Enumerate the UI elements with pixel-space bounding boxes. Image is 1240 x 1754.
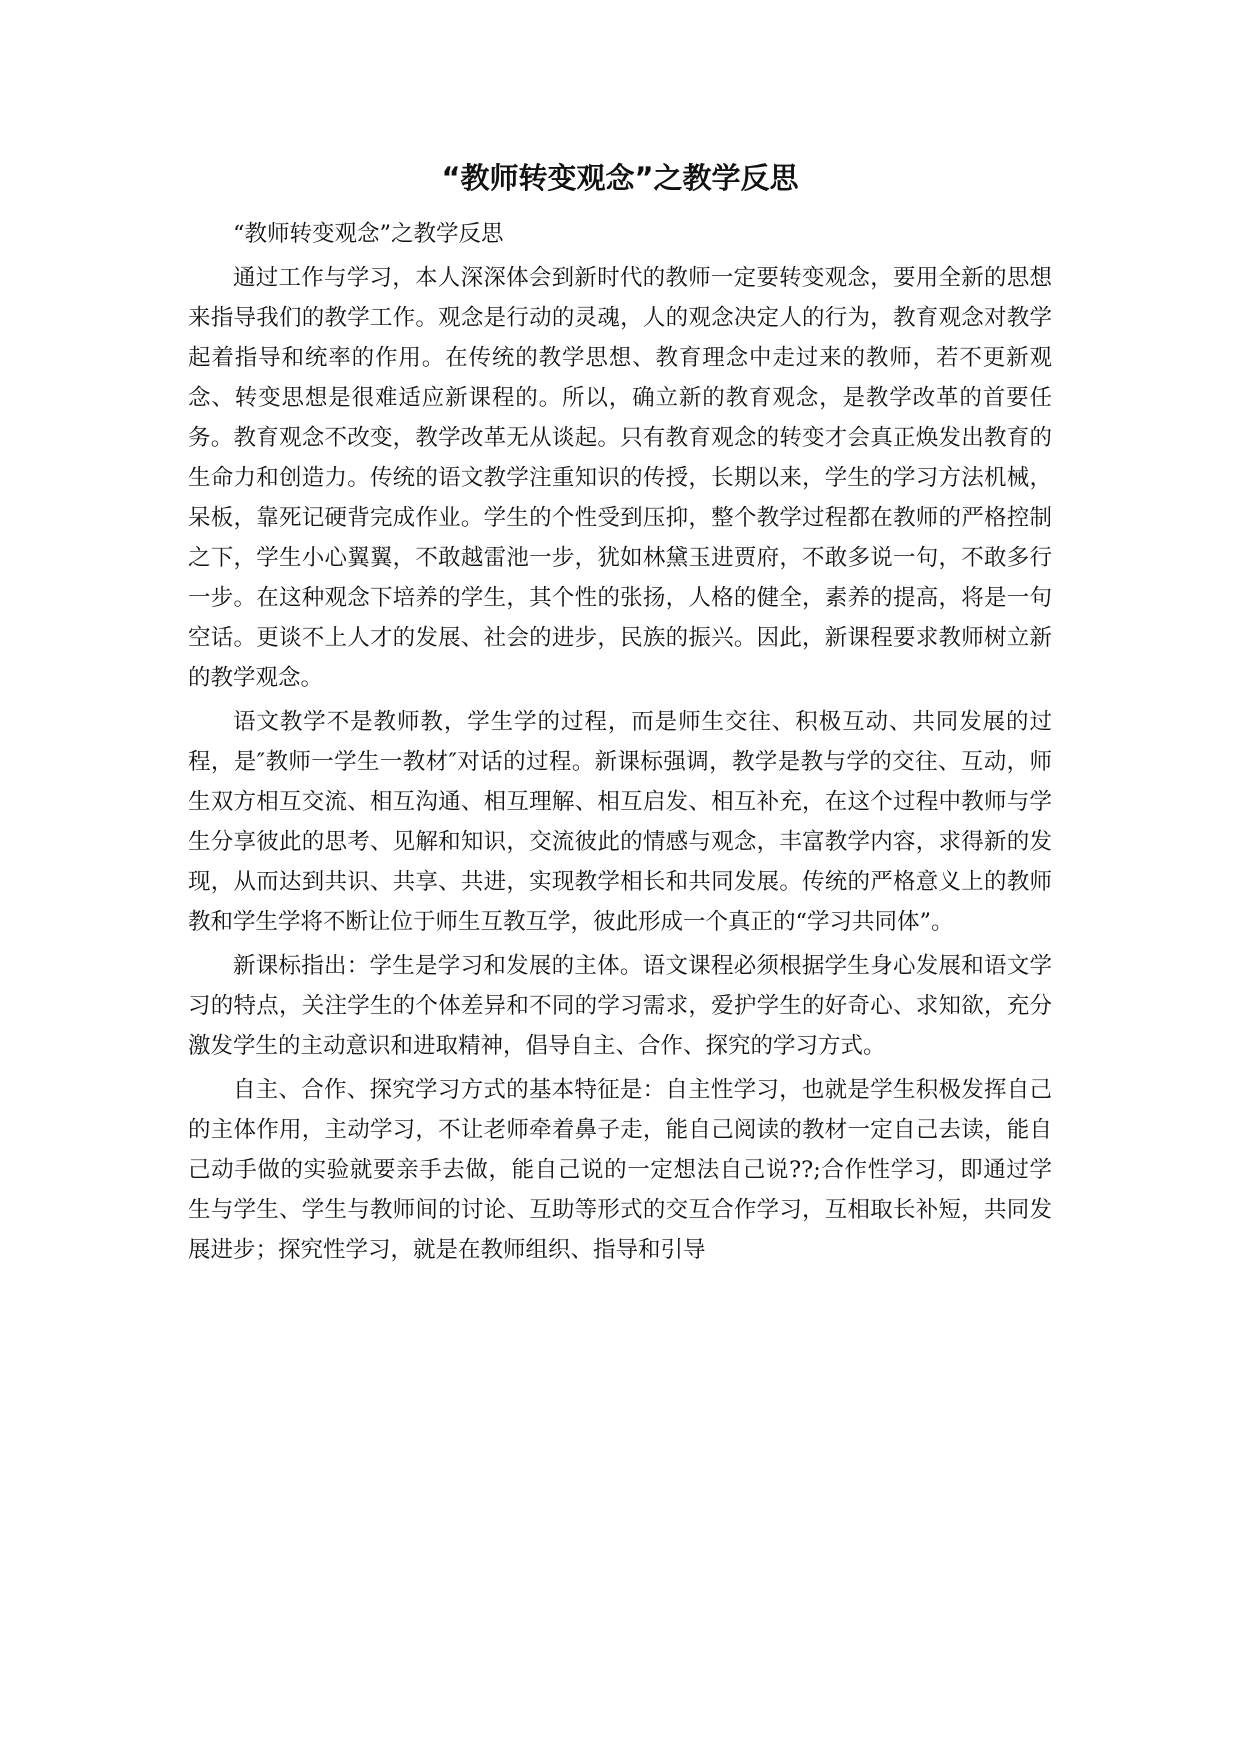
paragraph: 通过工作与学习，本人深深体会到新时代的教师一定要转变观念，要用全新的思想来指导我们的教学工作。观念是行动的灵魂，人的观念决定人的行为，教育观念对教学起着指导和统率的作用。在传统的教学思想、教育理念中走过来的教师，若不更新观念、转变思想是很难适应新课程的。所以，确立新的教育观念，是教学改革的首要任务。教育观念不改变，教学改革无从谈起。只有教育观念的转变才会真正焕发出教育的生命力和创造力。传统的语文教学注重知识的传授，长期以来，学生的学习方法机械，呆板，靠死记硬背完成作业。学生的个性受到压抑，整个教学过程都在教师的严格控制之下，学生小心翼翼，不敢越雷池一步，犹如林黛玉进贾府，不敢多说一句，不敢多行一步。在这种观念下培养的学生，其个性的张扬，人格的健全，素养的提高，将是一句空话。更谈不上人才的发展、社会的进步，民族的振兴。因此，新课程要求教师树立新的教学观念。 — [188, 265, 1052, 691]
paragraph: 自主、合作、探究学习方式的基本特征是：自主性学习，也就是学生积极发挥自己的主体作用，主动学习，不让老师牵着鼻子走，能自己阅读的教材一定自己去读，能自己动手做的实验就要亲手去做，能自己说的一定想法自己说??;合作性学习，即通过学生与学生、学生与教师间的讨论、互助等形式的交互合作学习，互相取长补短，共同发展进步；探究性学习，就是在教师组织、指导和引导 — [188, 1077, 1052, 1263]
paragraph-subtitle: “教师转变观念”之教学反思 — [233, 221, 504, 247]
document-body — [188, 214, 1052, 1274]
document-title: “教师转变观念”之教学反思 — [441, 161, 799, 195]
paragraph: 新课标指出：学生是学习和发展的主体。语文课程必须根据学生身心发展和语文学习的特点，关注学生的个体差异和不同的学习需求，爱护学生的好奇心、求知欲，充分激发学生的主动意识和进取精神，倡导自主、合作、探究的学习方式。 — [188, 953, 1052, 1059]
paragraph: 语文教学不是教师教，学生学的过程，而是师生交往、积极互动、共同发展的过程，是″教师一学生一教材″对话的过程。新课标强调，教学是教与学的交往、互动，师生双方相互交流、相互沟通、相互理解、相互启发、相互补充，在这个过程中教师与学生分享彼此的思考、见解和知识，交流彼此的情感与观念，丰富教学内容，求得新的发现，从而达到共识、共享、共进，实现教学相长和共同发展。传统的严格意义上的教师教和学生学将不断让位于师生互教互学，彼此形成一个真正的“学习共同体”。 — [188, 709, 1052, 935]
